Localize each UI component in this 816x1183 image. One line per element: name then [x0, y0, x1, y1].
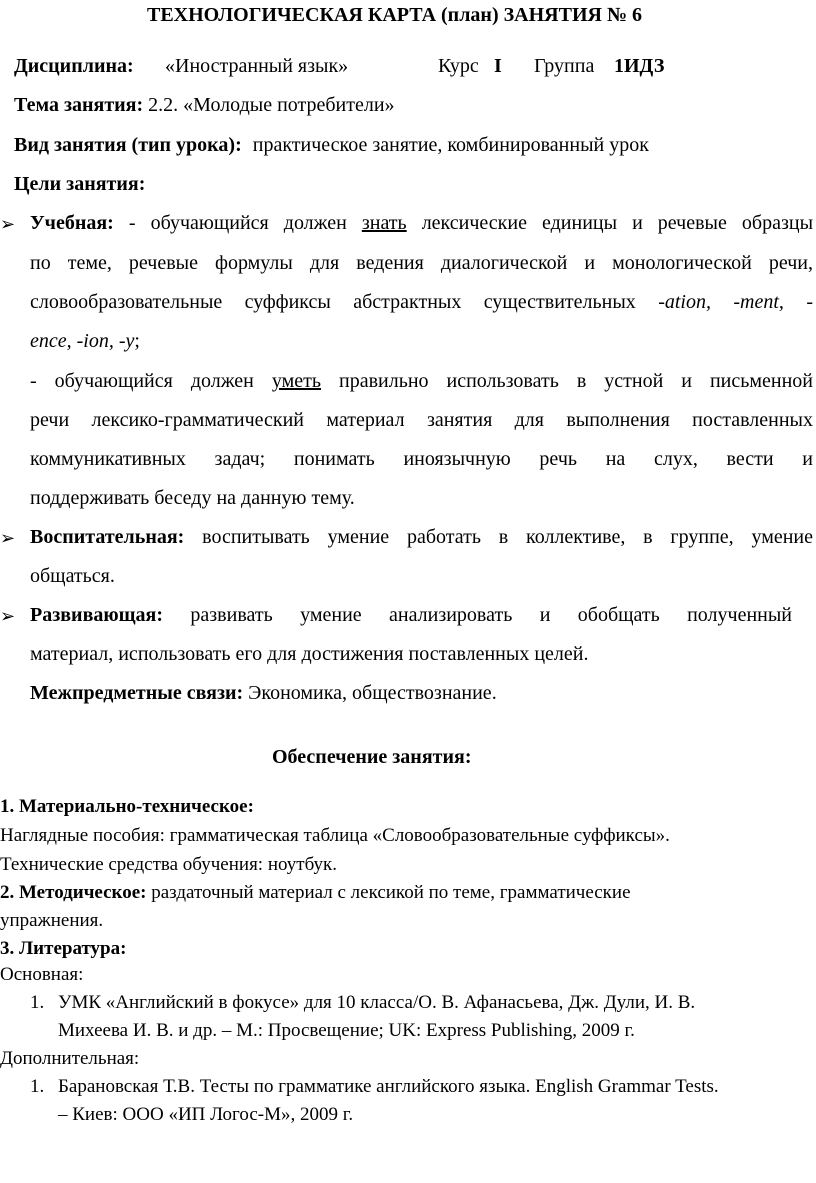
methodical-label: 2. Методическое: [0, 882, 147, 903]
interdisciplinary-label: Межпредметные связи: [30, 682, 244, 704]
support-heading: Обеспечение занятия: [272, 746, 472, 768]
interdisciplinary-value: Экономика, обществознание. [248, 682, 497, 704]
know-word: знать [361, 212, 407, 234]
lesson-type-label: Вид занятия (тип урока): [14, 134, 242, 156]
topic-value: 2.2. «Молодые потребители» [148, 94, 395, 116]
educational-line-3 [30, 291, 813, 314]
developing-label: Развивающая: [30, 604, 164, 626]
developing-line-2: материал, использовать его для достижения поставленных целей. [30, 643, 589, 665]
main-literature-label: Основная: [0, 964, 84, 985]
literature-heading: 3. Литература: [0, 938, 127, 959]
educational-label: Учебная: [30, 212, 114, 234]
developing-line-1 [30, 604, 792, 627]
educational-line-6: речи лексико-грамматический материал занятия для выполнения поставленных [30, 409, 813, 431]
bullet-arrow-icon: ➢ [0, 214, 16, 234]
course-value: I [494, 55, 502, 77]
educational-text: словообразовательные суффиксы абстрактных существительных [30, 291, 636, 313]
group-label: Группа [534, 55, 595, 77]
upbringing-line-1 [30, 526, 813, 549]
material-line-2: Технические средства обучения: ноутбук. [0, 854, 338, 875]
educational-line-4 [30, 330, 140, 353]
developing-text: развивать умение анализировать и обобщать полученный [190, 604, 793, 626]
methodical-line-1 [0, 882, 631, 904]
topic-label: Тема занятия: [14, 94, 144, 116]
suffixes-text: ence, -ion, -y [30, 330, 135, 352]
bullet-arrow-icon: ➢ [0, 606, 16, 626]
educational-line-1 [30, 212, 813, 235]
page-title: ТЕХНОЛОГИЧЕСКАЯ КАРТА (план) ЗАНЯТИЯ № 6 [147, 4, 643, 26]
can-word: уметь [271, 370, 321, 392]
methodical-text: раздаточный материал с лексикой по теме, грамматические [151, 882, 631, 903]
upbringing-label: Воспитательная: [30, 526, 185, 548]
educational-line-8: поддерживать беседу на данную тему. [30, 487, 355, 509]
lesson-type-value: практическое занятие, комбинированный урок [252, 134, 649, 156]
topic-line [14, 94, 395, 117]
bullet-arrow-icon: ➢ [0, 528, 16, 548]
material-heading: 1. Материально-техническое: [0, 796, 254, 817]
extra-literature-line-2: – Киев: ООО «ИП Логос-М», 2009 г. [58, 1104, 354, 1125]
educational-text: ; [134, 330, 140, 352]
main-literature-number: 1. [30, 992, 45, 1013]
interdisciplinary-line [30, 682, 497, 705]
lesson-type-line [14, 134, 649, 157]
main-literature-line-1: УМК «Английский в фокусе» для 10 класса/О. В. Афанасьева, Дж. Дули, И. В. [58, 992, 696, 1013]
educational-line-5 [30, 370, 813, 393]
discipline-label: Дисциплина: [14, 55, 134, 77]
course-label: Курс [438, 55, 479, 77]
educational-line-2: по теме, речевые формулы для ведения диалогической и монологической речи, [30, 252, 813, 274]
suffixes-text: -ation, -ment, - [658, 291, 813, 313]
material-line-1: Наглядные пособия: грамматическая таблица «Словообразовательные суффиксы». [0, 825, 670, 846]
upbringing-text: воспитывать умение работать в коллективе, в группе, умение [202, 526, 814, 548]
goals-heading: Цели занятия: [14, 173, 146, 195]
main-literature-line-2: Михеева И. В. и др. – М.: Просвещение; UK: Express Publishing, 2009 г. [58, 1020, 635, 1041]
educational-line-7: коммуникативных задач; понимать иноязычную речь на слух, вести и [30, 448, 813, 470]
upbringing-line-2: общаться. [30, 565, 115, 587]
extra-literature-label: Дополнительная: [0, 1048, 140, 1069]
group-value: 1ИДЗ [614, 55, 665, 77]
extra-literature-number: 1. [30, 1076, 45, 1097]
methodical-line-2: упражнения. [0, 910, 104, 931]
educational-text: - обучающийся должен [128, 212, 347, 234]
educational-text: - обучающийся должен [30, 370, 254, 392]
educational-text: лексические единицы и речевые образцы [421, 212, 813, 234]
educational-text: правильно использовать в устной и письменной [339, 370, 814, 392]
discipline-value: «Иностранный язык» [165, 55, 349, 77]
extra-literature-line-1: Барановская Т.В. Тесты по грамматике английского языка. English Grammar Tests. [58, 1076, 719, 1097]
